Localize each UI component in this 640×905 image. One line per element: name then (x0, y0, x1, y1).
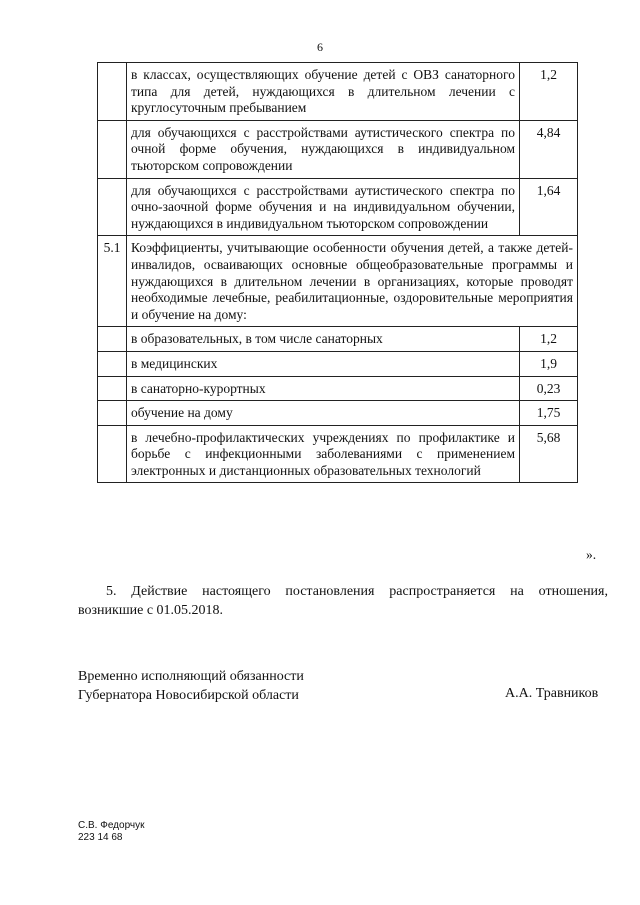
row-number (98, 351, 127, 376)
table-row (98, 351, 578, 376)
table-row (98, 425, 578, 483)
row-text: в лечебно-профилактических учреждениях по профилактике и борьбе с инфекционными заболеваниями с применением электронных и дистанционных образовательных технологий (127, 425, 520, 483)
row-number (98, 63, 127, 121)
row-text: для обучающихся с расстройствами аутистического спектра по очной форме обучения, нуждающихся в индивидуальном тьюторском сопровождении (127, 120, 520, 178)
table-row (98, 376, 578, 401)
row-value: 1,9 (520, 351, 578, 376)
table-row (98, 63, 578, 121)
row-text: обучение на дому (127, 401, 520, 426)
page-number: 6 (317, 40, 323, 54)
row-number (98, 425, 127, 483)
row-number: 5.1 (98, 236, 127, 327)
row-value: 1,2 (520, 327, 578, 352)
row-number (98, 120, 127, 178)
table-row (98, 401, 578, 426)
row-value: 5,68 (520, 425, 578, 483)
row-number (98, 178, 127, 236)
executor-phone: 223 14 68 (78, 832, 123, 843)
table-row (98, 178, 578, 236)
row-text: в санаторно-курортных (127, 376, 520, 401)
paragraph-5: 5. Действие настоящего постановления распространяется на отношения, возникшие с 01.05.2018. (78, 584, 608, 618)
executor-block (78, 820, 145, 844)
signature-title (78, 667, 304, 705)
row-text: в образовательных, в том числе санаторных (127, 327, 520, 352)
row-number (98, 376, 127, 401)
closing-quote: ». (586, 547, 597, 562)
row-text: Коэффициенты, учитывающие особенности обучения детей, а также детей-инвалидов, осваивающих основные общеобразовательные программы и нуждающихся в длительном лечении в организациях, которые проводят необходимые лечебные, реабилитационные, оздоровительные мероприятия и обучение на дому: (127, 236, 578, 327)
row-value: 0,23 (520, 376, 578, 401)
row-number (98, 327, 127, 352)
row-value: 1,2 (520, 63, 578, 121)
row-value: 4,84 (520, 120, 578, 178)
row-text: в медицинских (127, 351, 520, 376)
executor-name: С.В. Федорчук (78, 820, 145, 831)
coefficients-table (97, 62, 578, 483)
row-value: 1,64 (520, 178, 578, 236)
signature-title-line-1: Временно исполняющий обязанности (78, 669, 304, 684)
row-number (98, 401, 127, 426)
row-text: для обучающихся с расстройствами аутистического спектра по очно-заочной форме обучения и на индивидуальном обучении, нуждающихся в индивидуальном тьюторском сопровождении (127, 178, 520, 236)
table-row (98, 236, 578, 327)
row-value: 1,75 (520, 401, 578, 426)
signature-title-line-2: Губернатора Новосибирской области (78, 688, 299, 703)
row-text: в классах, осуществляющих обучение детей с ОВЗ санаторного типа для детей, нуждающихся в длительном лечении с круглосуточным пребыванием (127, 63, 520, 121)
signatory-name: А.А. Травников (505, 686, 599, 701)
table-row (98, 120, 578, 178)
table-row (98, 327, 578, 352)
